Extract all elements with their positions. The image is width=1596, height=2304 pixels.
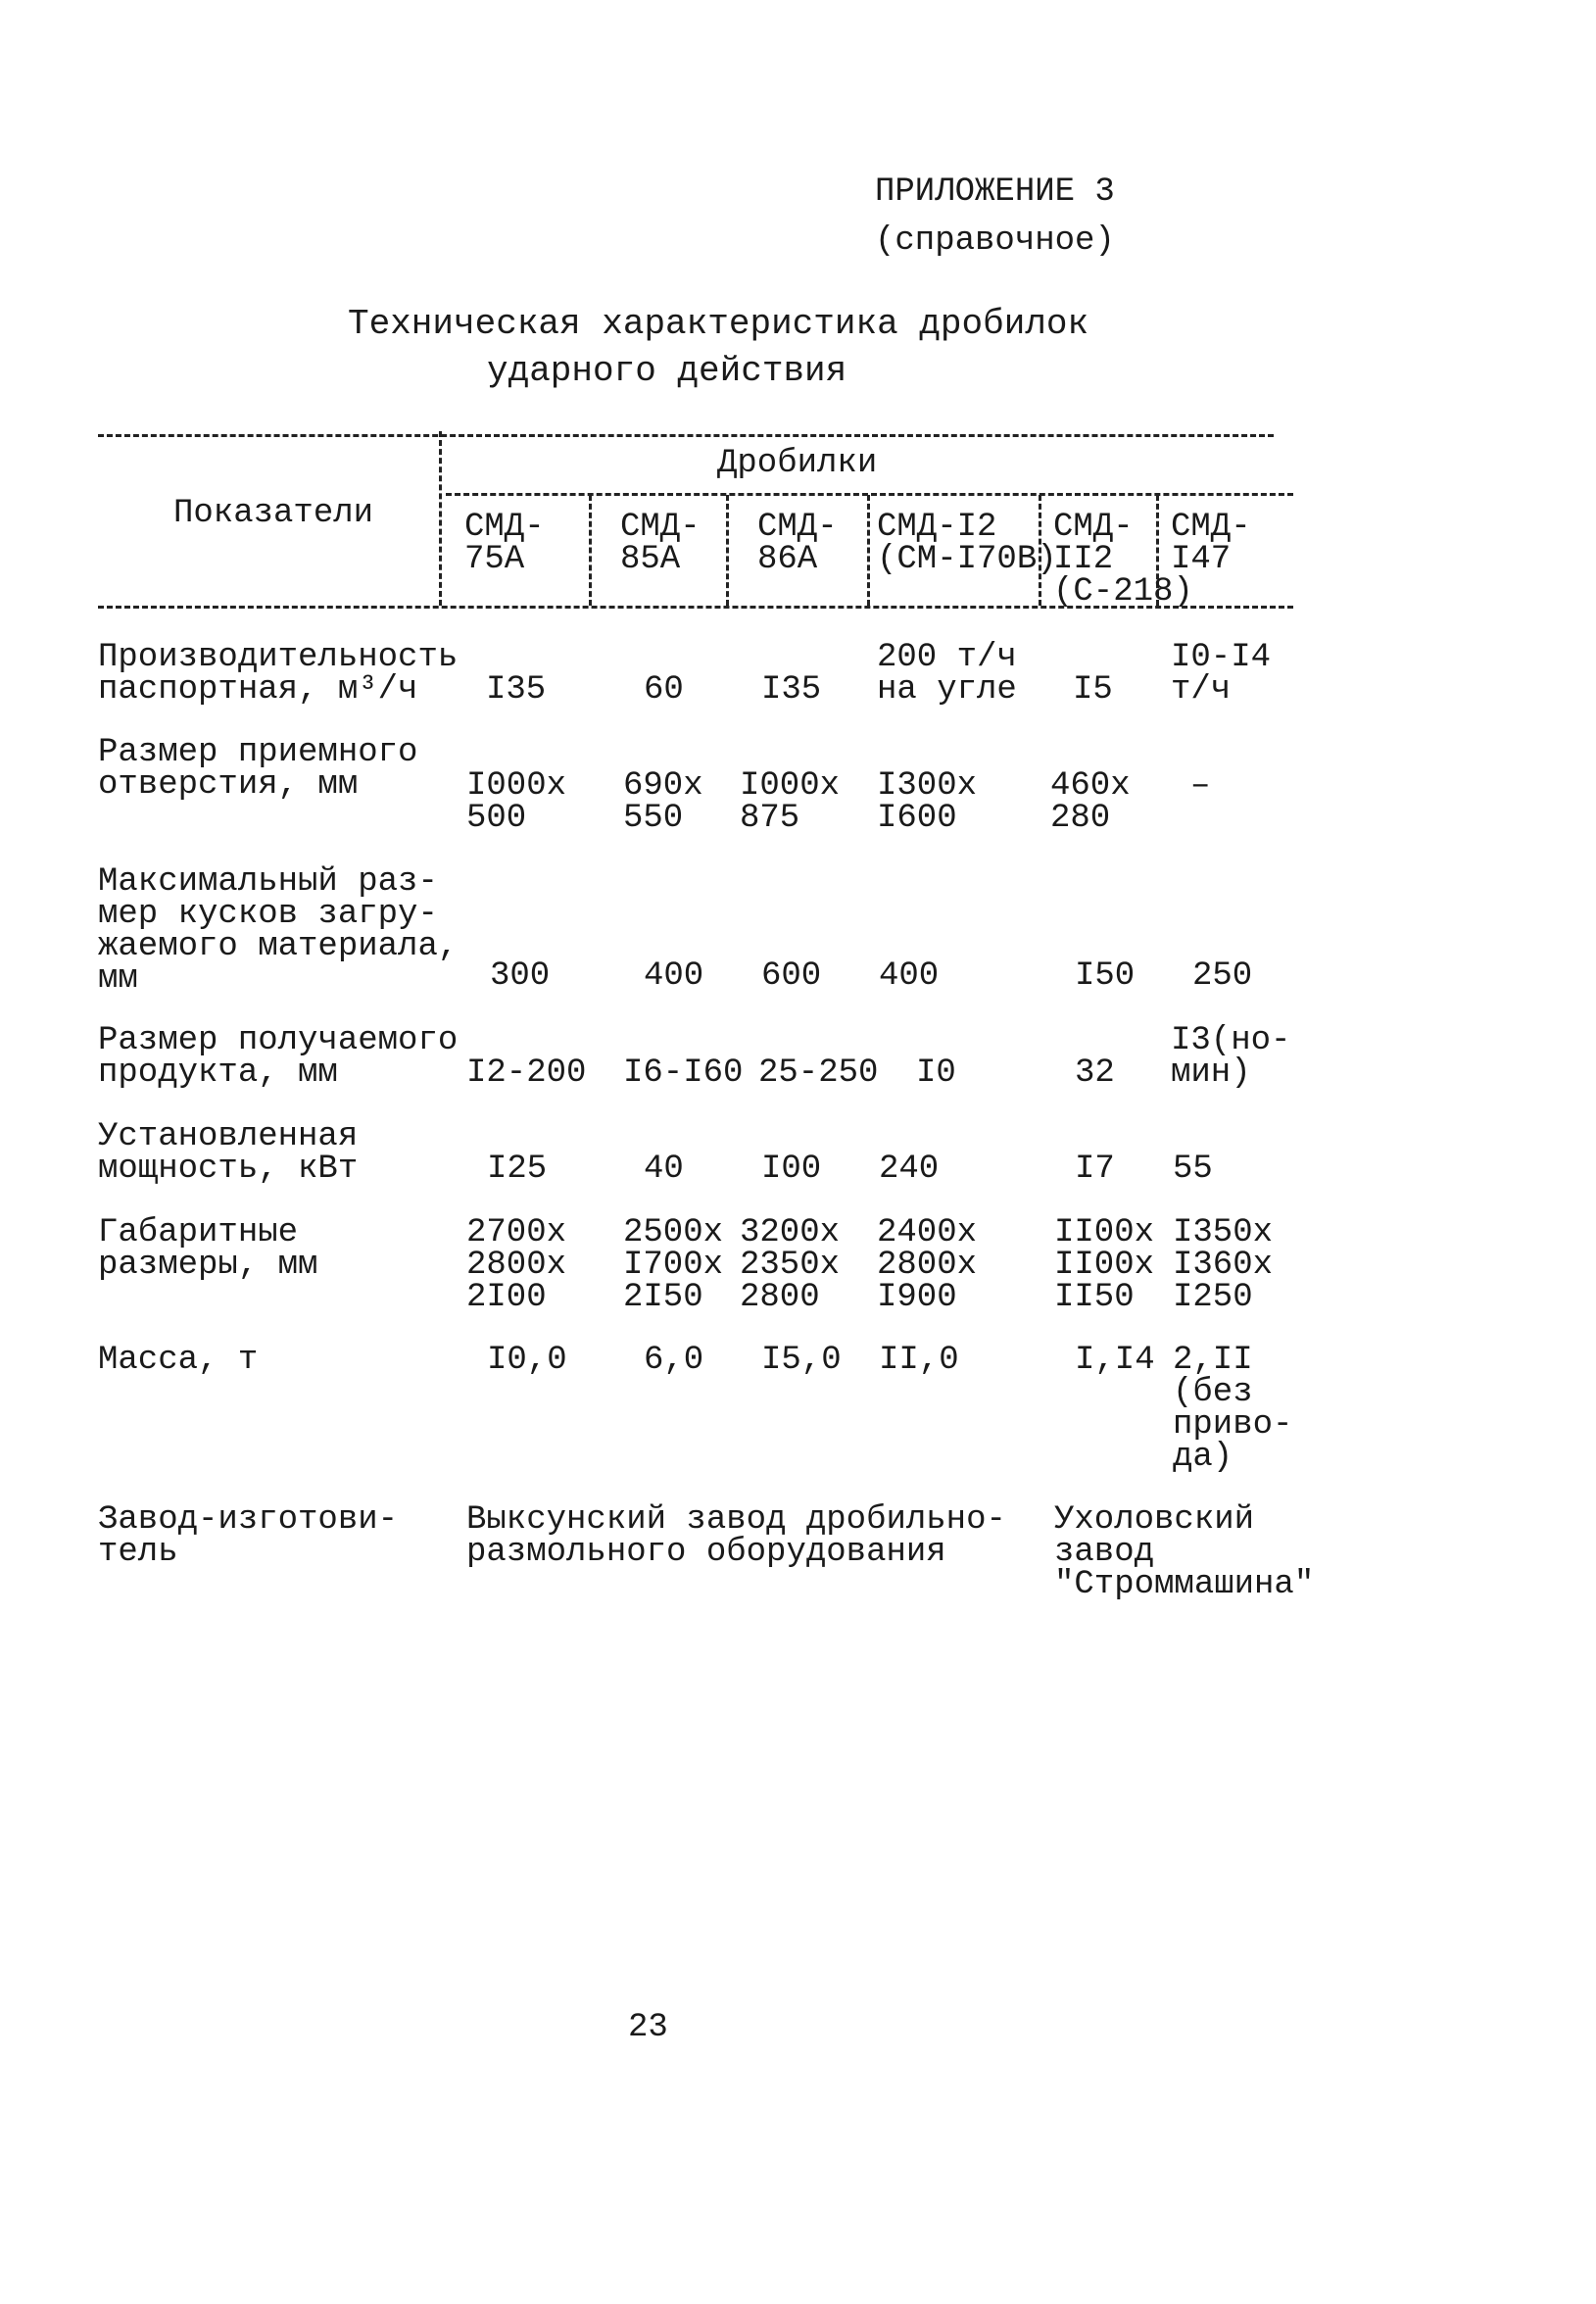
row-value: I25	[487, 1151, 548, 1188]
row-value: 690x 550	[623, 767, 703, 837]
row-value: 400	[879, 957, 940, 995]
row-value: 6,0	[644, 1342, 704, 1379]
row-value: 200 т/ч на угле	[877, 639, 1017, 709]
row-value: II,0	[879, 1342, 959, 1379]
header-divider	[589, 495, 592, 606]
header-indicators: Показатели	[173, 495, 374, 532]
row-label: Размер приемного отверстия, мм	[98, 734, 418, 804]
row-value: I000x 875	[740, 767, 841, 837]
crusher-model: СМД- I47	[1171, 509, 1251, 578]
header-crushers-group: Дробилки	[717, 445, 878, 482]
row-label: Размер получаемого продукта, мм	[98, 1022, 459, 1092]
appendix-note: (справочное)	[875, 222, 1115, 260]
row-label: Установленная мощность, кВт	[98, 1118, 359, 1188]
header-top-rule	[98, 434, 1274, 437]
manufacturer-label: Завод-изготови- тель	[98, 1501, 399, 1571]
manufacturer-ukholovo: Ухоловский завод "Строммашина"	[1054, 1501, 1315, 1603]
row-label: Производительность паспортная, м³/ч	[98, 639, 459, 709]
doc-title-line1: Техническая характеристика дробилок	[348, 304, 1089, 344]
appendix-label: ПРИЛОЖЕНИЕ 3	[875, 173, 1115, 211]
crusher-model: СМД-I2 (СМ-I70В)	[877, 509, 1057, 578]
crusher-model: СМД- 75А	[464, 509, 545, 578]
row-value: 2700x 2800x 2I00	[466, 1214, 567, 1316]
row-value: 2500x I700x 2I50	[623, 1214, 724, 1316]
row-value: I000x 500	[466, 767, 567, 837]
row-value: 32	[1075, 1054, 1115, 1092]
page-number: 23	[628, 2009, 668, 2046]
row-value: II00x II00x II50	[1054, 1214, 1155, 1316]
row-value: 250	[1192, 957, 1253, 995]
row-value: I50	[1075, 957, 1136, 995]
row-label: Масса, т	[98, 1342, 259, 1379]
row-value: 300	[490, 957, 551, 995]
row-value: 55	[1173, 1151, 1213, 1188]
row-value: I35	[486, 671, 547, 709]
row-value: –	[1190, 767, 1211, 805]
row-value: 60	[644, 671, 684, 709]
row-label: Габаритные размеры, мм	[98, 1214, 318, 1284]
crusher-model: СМД- II2 (С-218)	[1053, 509, 1193, 611]
row-value: I35	[761, 671, 822, 709]
header-divider	[439, 431, 442, 606]
row-value: I350x I360x I250	[1173, 1214, 1274, 1316]
row-value: I2-200	[466, 1054, 587, 1092]
manufacturer-vyksa: Выксунский завод дробильно- размольного оборудования	[466, 1501, 1006, 1571]
row-value: I,I4	[1075, 1342, 1155, 1379]
row-value: I3(но- мин)	[1171, 1022, 1291, 1092]
row-value: I6-I60	[623, 1054, 744, 1092]
row-value: 25-250	[758, 1054, 879, 1092]
row-value: I300x I600	[877, 767, 978, 837]
row-value: 2,II (без приво- да)	[1173, 1342, 1293, 1476]
row-value: 600	[761, 957, 822, 995]
row-value: I5,0	[761, 1342, 842, 1379]
row-value: 460x 280	[1050, 767, 1131, 837]
row-value: 240	[879, 1151, 940, 1188]
crusher-model: СМД- 86А	[757, 509, 838, 578]
row-value: 400	[644, 957, 704, 995]
row-value: 2400x 2800x I900	[877, 1214, 978, 1316]
row-value: I5	[1073, 671, 1113, 709]
row-value: I7	[1075, 1151, 1115, 1188]
header-divider	[867, 495, 870, 606]
row-value: 40	[644, 1151, 684, 1188]
row-value: I0,0	[487, 1342, 567, 1379]
row-label: Максимальный раз- мер кусков загру- жаемого материала, мм	[98, 863, 459, 998]
row-value: I00	[761, 1151, 822, 1188]
row-value: I0-I4 т/ч	[1171, 639, 1272, 709]
row-value: I0	[916, 1054, 956, 1092]
doc-title-line2: ударного действия	[487, 351, 847, 391]
header-divider	[726, 495, 729, 606]
crusher-model: СМД- 85А	[620, 509, 701, 578]
row-value: 3200x 2350x 2800	[740, 1214, 841, 1316]
